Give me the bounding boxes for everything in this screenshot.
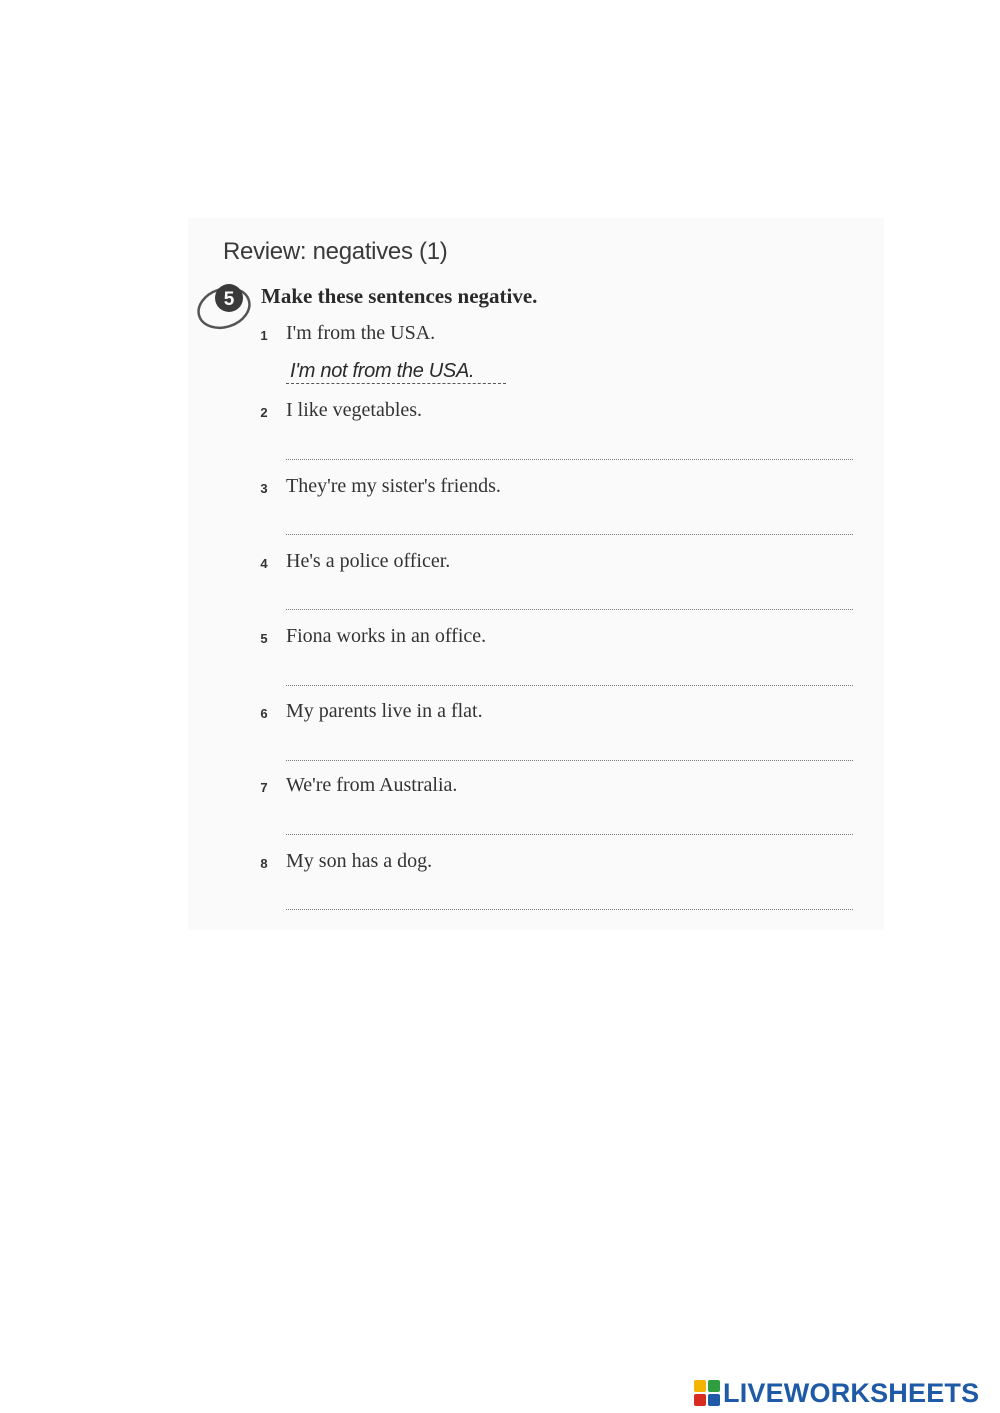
exercise-number-badge xyxy=(196,280,256,330)
item-number: 4 xyxy=(260,556,268,571)
item-number: 8 xyxy=(260,856,268,871)
item-sentence: He's a police officer. xyxy=(286,550,451,572)
item-number: 3 xyxy=(260,481,268,496)
item-number: 1 xyxy=(260,328,268,343)
item-number: 5 xyxy=(260,631,268,646)
item-sentence: I'm from the USA. xyxy=(286,322,436,344)
answer-line[interactable] xyxy=(286,909,853,910)
brand-name: LIVEWORKSHEETS xyxy=(723,1377,980,1408)
exercise-number: 5 xyxy=(223,289,235,310)
answer-line[interactable] xyxy=(286,834,853,835)
answer-line[interactable] xyxy=(286,760,853,761)
item-sentence: Fiona works in an office. xyxy=(286,625,487,647)
answer-line[interactable] xyxy=(286,459,853,460)
answer-line[interactable] xyxy=(286,609,853,610)
example-answer-line xyxy=(286,383,506,384)
item-sentence: My son has a dog. xyxy=(286,850,433,872)
answer-line[interactable] xyxy=(286,685,853,686)
item-number: 6 xyxy=(260,706,268,721)
item-sentence: We're from Australia. xyxy=(286,774,458,796)
answer-line[interactable] xyxy=(286,534,853,535)
page-title: Review: negatives (1) xyxy=(223,238,448,265)
item-number: 2 xyxy=(260,405,268,420)
liveworksheets-logo xyxy=(694,1378,979,1408)
liveworksheets-logo-icon xyxy=(694,1380,720,1406)
instruction: Make these sentences negative. xyxy=(261,284,538,308)
item-number: 7 xyxy=(260,780,268,795)
item-sentence: My parents live in a flat. xyxy=(286,700,483,722)
item-sentence: I like vegetables. xyxy=(286,399,423,421)
item-sentence: They're my sister's friends. xyxy=(286,475,501,497)
example-answer: I'm not from the USA. xyxy=(290,360,475,382)
